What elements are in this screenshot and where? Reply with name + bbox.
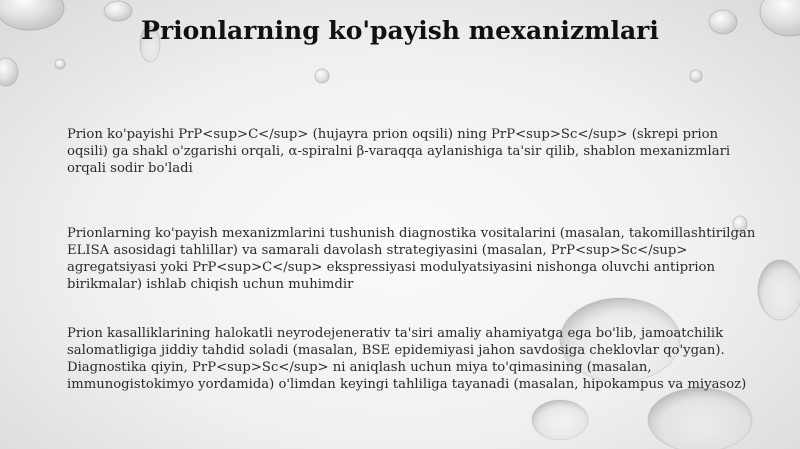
paragraph-diagnostics-importance: Prionlarning ko'payish mexanizmlarini tushunish diagnostika vositalarini (masalan, takomillashtirilgan ELISA asosidagi tahlillar) va samarali davolash strategiyasini (masalan, PrP<sup>Sc</sup> agregatsiyasi yoki PrP<sup>C</sup> ekspressiyasi modulyatsiyasini nishonga oluvchi antiprion birikmalar) ishlab chiqish uchun muhimdir (67, 226, 756, 292)
paragraph-public-health: Prion kasalliklarining halokatli neyrodejenerativ ta'siri amaliy ahamiyatga ega bo'lib, jamoatchilik salomatligiga jiddiy tahdid soladi (masalan, BSE epidemiyasi jahon savdosiga cheklovlar qo'ygan). Diagnostika qiyin, PrP<sup>Sc</sup> ni aniqlash uchun miya to'qimasining (masalan, immunogistokimyo yordamida) o'limdan keyingi tahliliga tayanadi (masalan, hipokampus va miyasoz) (67, 326, 747, 392)
slide-body (67, 126, 757, 393)
slide-title: Prionlarning ko'payish mexanizmlari (141, 16, 659, 45)
paragraph-prion-replication: Prion ko'payishi PrP<sup>C</sup> (hujayra prion oqsili) ning PrP<sup>Sc</sup> (skrepi prion oqsili) ga shakl o'zgarishi orqali, α-spiralni β-varaqqa aylanishiga ta'sir qilib, shablon mexanizmlari orqali sodir bo'ladi (67, 127, 731, 176)
